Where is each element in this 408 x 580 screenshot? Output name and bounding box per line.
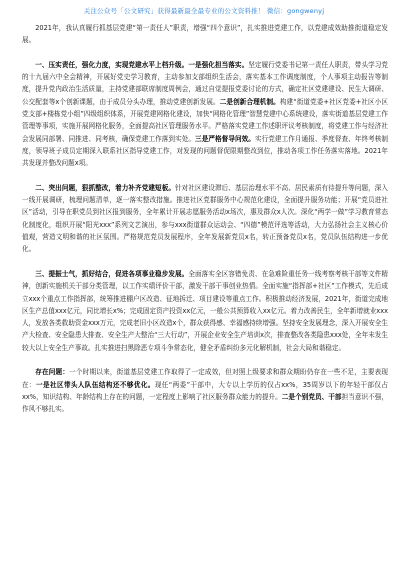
issues-paragraph (22, 366, 388, 415)
section-2-heading: 二、突出问题，狠抓整改，着力补齐党建短板。 (35, 183, 176, 192)
section-1-point-2-text: 构建“街道党委+社区党委+社区小区党支部+楼栋党小组”四级组织体系，开展党建网格化建设，加快“网格化管理”智慧党建中心系统建设，落实街道基层党建工作管理等事项，实施开展网格化服务，全面提高社区管理服务水平。严格落实党建工作述职评议考核制度，将党建工作与经济社会发展同部署、同推进、同考核，确保党建工作落到实处。 (22, 97, 389, 143)
issue-2-heading: 二是个别党员、干部 (281, 392, 342, 401)
section-3-heading: 三、提振士气，抓好结合，促进各项事业稳步发展。 (35, 269, 189, 278)
issue-1-text: 现任“两委”干部中，大专以上学历的仅占xx%，35周岁以下的年轻干部仅占xx%，知识结构、年龄结构上存在的问题，一定程度上影响了社区服务群众能力的提升。 (22, 380, 388, 401)
section-1-point-3-text: 实行党建工作月通报、季度督查、年终考核制度，领导班子成员定期深入联系社区指导党建工作，对发现的问题督促限期整改到位，推动各项工作任务落实落地。2021年共发现并整改问题x项。 (22, 134, 389, 168)
section-3-text-3: 坚持安全发展理念，深入开展安全生产大检查、安全隐患大排查、安全生产大整治“三大行动”，开展企业安全生产培训x次，排查整改各类隐患xxx处，全年未发生较大以上安全生产事故。扎实推进扫黑除恶专项斗争常态化，健全矛盾纠纷多元化解机制，社会大局和谐稳定。 (22, 319, 389, 352)
section-1-paragraph (22, 59, 388, 170)
banner: 关注公众号「公文研究」获得最新最全最专业的公文资料推！ 微信：gongwenyj (83, 7, 325, 15)
section-2-paragraph (22, 182, 388, 256)
section-3-text-2: 积极推动经济发展，2021年，街道完成地区生产总值xxx亿元，同比增长x%；完成固定资产投资xx亿元，一般公共预算收入xx亿元。着力改善民生，全年新增就业xxx人，发放各类救助资金xxx万元，完成老旧小区改造x个，群众获得感、幸福感持续增强。 (22, 294, 388, 328)
section-1-heading: 一、压实责任，强化力度，实现党建水平上档升级。 (35, 60, 189, 69)
section-3-paragraph (22, 268, 388, 354)
issue-2-text: 担当意识不强，作风不够扎实。 (22, 392, 388, 414)
intro-paragraph: 2021年，我认真履行抓基层党建“第一责任人”职责，增强“四个意识”，扎实推进党建工作，以党建成效助推街道稳定发展。 (22, 24, 388, 45)
issue-1-heading: 一是社区带头人队伍结构还不够优化。 (35, 380, 155, 389)
section-2-text-2: 深化“两学一做”学习教育常态化制度化，组织开展“阳光xxx”系列文艺演出，参与xxx街道群众运动会、“四德”模范评选等活动，大力弘扬社会主义核心价值观，营造文明和谐的社区氛围。严格规范党员发展程序，全年发展新党员x名，转正预备党员x名，党员队伍结构进一步优化。 (22, 208, 388, 254)
section-1-point-3-heading: 三是严格督导问效。 (195, 134, 255, 143)
section-1-point-1-heading: 一是强化担当落实。 (188, 60, 249, 69)
document-body (22, 22, 388, 416)
section-1-point-2-heading: 二是创新合理机制。 (219, 97, 280, 106)
section-3-text-1: 全面落实全区容错免责、在急难险重任务一线考察考核干部等文件精神，创新实施机关干部分类管理，以工作实绩评价干部，激发干部干事创业热情。全面实施“指挥部+社区”工作模式，先后成立xxx个重点工作指挥部，统筹推进棚户区改造、征地拆迁、项目建设等重点工作。 (22, 269, 389, 303)
section-2-text-1: 针对社区建设滞后、基层治理水平不高、居民素质有待提升等问题，深入一线开展调研，梳理问题清单，逐一落实整改措施。推进社区党群服务中心规范化建设，全面提升服务功能；开展“党员进社区”活动，引导在职党员到社区报到服务，全年累计开展志愿服务活动x场次，惠及群众x人次。 (22, 183, 389, 217)
issues-heading: 存在问题： (35, 368, 70, 377)
section-1-point-1-text: 坚定履行党委书记第一责任人职责，带头学习党的十九届六中全会精神，开展好党史学习教育，主动参加支部组织生活会，落实基本工作调度制度，个人事项主动报告等制度，提升党内政治生活质量，主持党建部联席制度周例会，通过自觉提报党委讨论的方式，确定社区党建建设、民生大调研、公交配套等x个创新课题，由于成员分头办理，推动党建创新发展。 (22, 60, 389, 106)
issues-intro-text: 一个时期以来，街道基层党建工作取得了一定成效，但对照上级要求和群众期盼仍存在一些不足，主要表现在： (22, 368, 389, 389)
